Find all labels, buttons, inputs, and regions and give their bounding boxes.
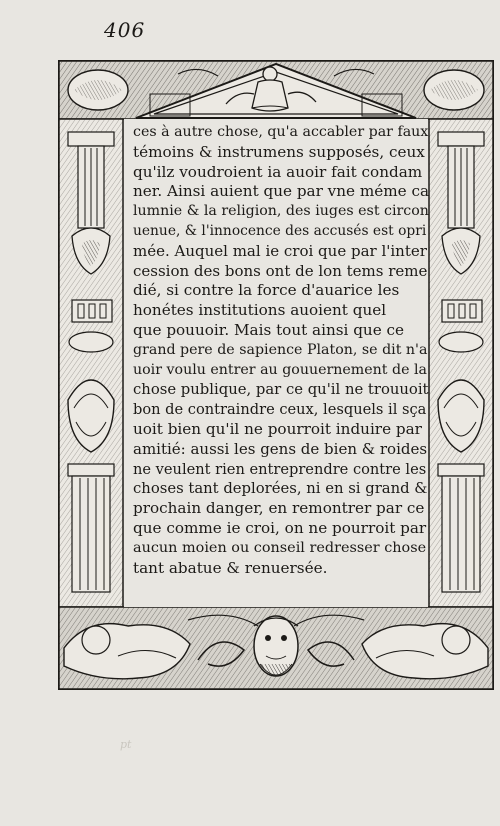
text-line: bon de contraindre ceux, lesquels il sça bbox=[133, 401, 427, 419]
text-line: dié, si contre la force d'auarice les bbox=[133, 281, 400, 300]
text-line: tant abatue & renuersée. bbox=[133, 558, 328, 577]
left-pillar bbox=[59, 119, 123, 607]
text-line: uenue, & l'innocence des accusés est opri bbox=[133, 222, 427, 239]
text-line: ner. Ainsi auient que par vne méme ca bbox=[133, 182, 430, 201]
text-line: que pouuoir. Mais tout ainsi que ce bbox=[133, 320, 405, 339]
text-line: grand pere de sapience Platon, se dit n'a bbox=[133, 341, 428, 358]
page-number: 406 bbox=[104, 18, 146, 42]
top-frieze bbox=[59, 61, 493, 119]
text-line: ne veulent rien entreprendre contre les bbox=[133, 460, 427, 478]
text-line: témoins & instrumens supposés, ceux bbox=[133, 142, 425, 161]
text-line: uoir voulu entrer au gouuernement de la bbox=[133, 361, 427, 378]
body-text bbox=[133, 123, 429, 578]
text-line: aucun moien ou conseil redresser chose bbox=[133, 539, 427, 556]
text-line: que comme ie croi, on ne pourroit par bbox=[133, 518, 427, 537]
text-line: honétes institutions auoient quel bbox=[133, 301, 387, 320]
right-pillar bbox=[429, 119, 493, 607]
text-line: cession des bons ont de lon tems reme bbox=[133, 261, 428, 280]
text-line: uoit bien qu'il ne pourroit induire par bbox=[133, 419, 422, 438]
bottom-frieze bbox=[59, 607, 493, 689]
text-line: ces à autre chose, qu'a accabler par faux bbox=[133, 124, 429, 140]
text-line: qu'ilz voudroient ia auoir fait condam bbox=[133, 162, 423, 181]
text-line: prochain danger, en remontrer par ce bbox=[133, 499, 425, 518]
text-line: choses tant deplorées, ni en si grand & bbox=[133, 480, 428, 498]
faint-bleedthrough-mark: pt bbox=[120, 738, 132, 751]
text-line: amitié: aussi les gens de bien & roides bbox=[133, 439, 428, 458]
text-line: mée. Auquel mal ie croi que par l'inter bbox=[133, 241, 427, 260]
text-line: chose publique, par ce qu'il ne trouuoit bbox=[133, 381, 429, 399]
text-line: lumnie & la religion, des iuges est circon bbox=[133, 203, 429, 220]
